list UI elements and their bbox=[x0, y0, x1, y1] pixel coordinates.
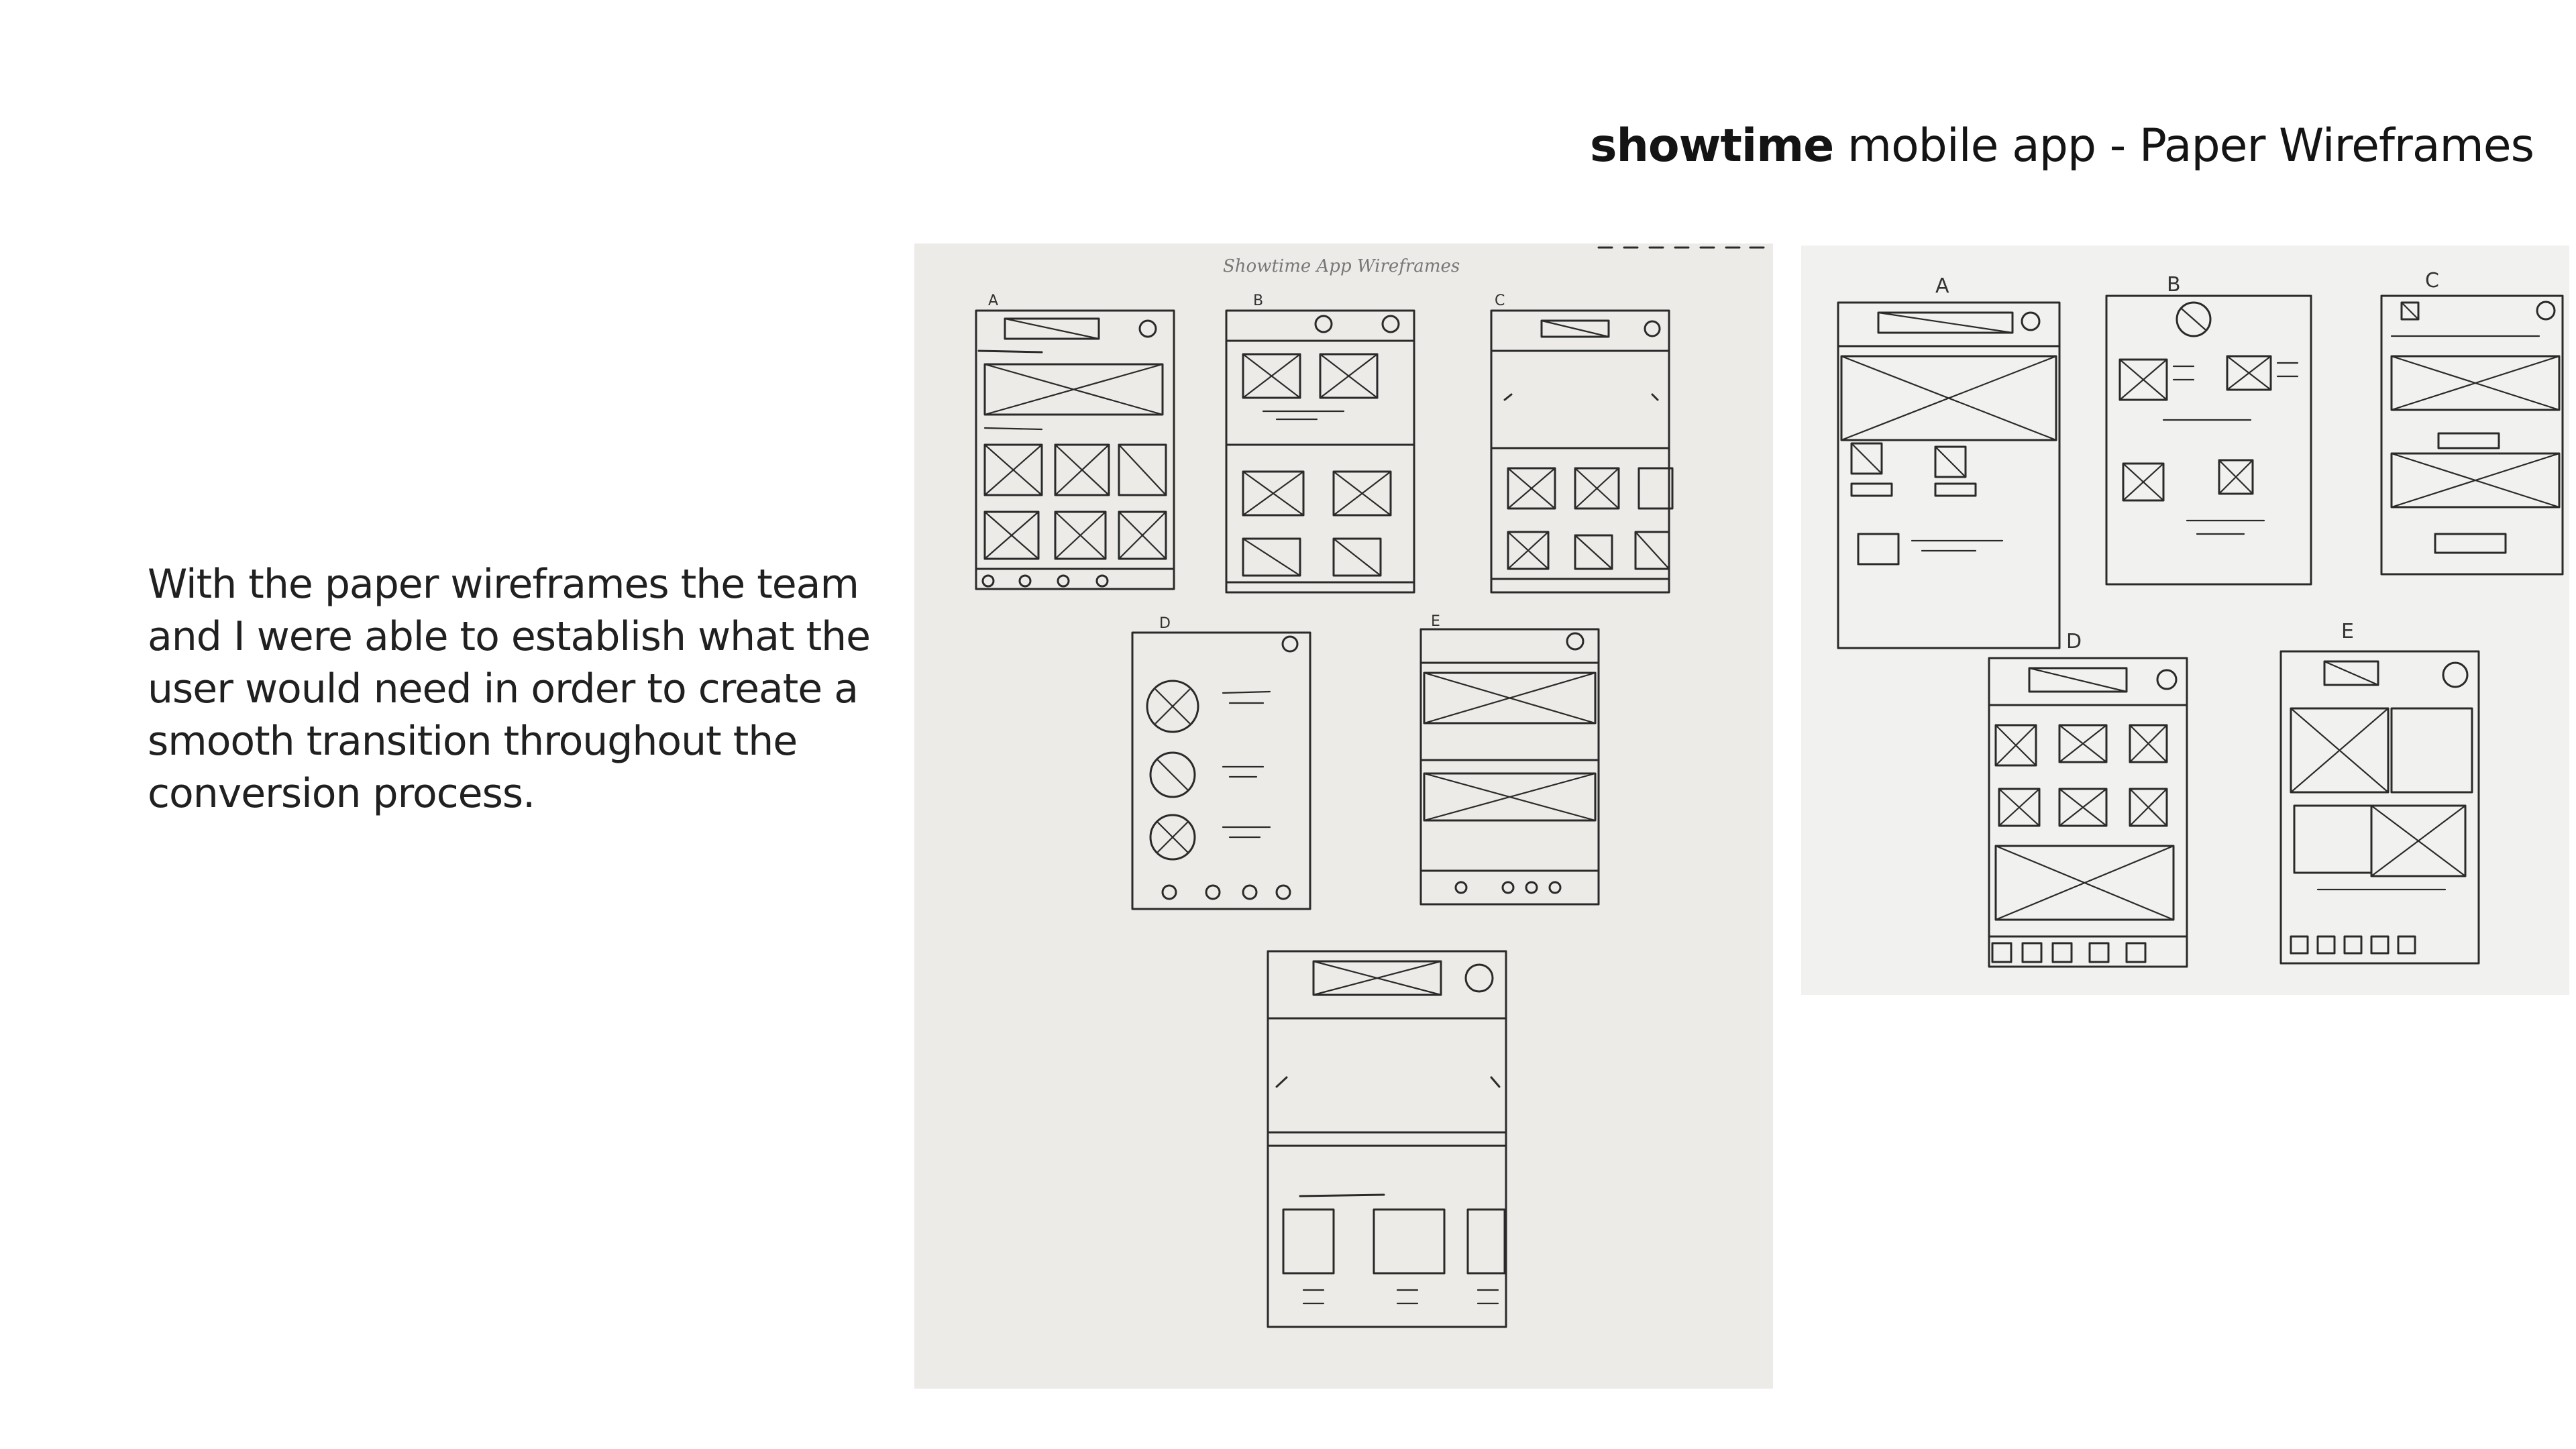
wireframe-d bbox=[1132, 615, 1310, 909]
description-text bbox=[148, 558, 912, 820]
sheet-wireframe-b bbox=[2106, 273, 2311, 584]
wireframe-label-a: A bbox=[988, 292, 999, 309]
sheet-label-d: D bbox=[2066, 630, 2082, 653]
wireframe-large bbox=[1268, 951, 1506, 1327]
description-line: and I were able to establish what the bbox=[148, 613, 871, 660]
brand-name: showtime bbox=[1590, 119, 1834, 172]
description-line: user would need in order to create a bbox=[148, 665, 859, 712]
wireframe-sketch-drawing bbox=[914, 244, 1773, 1389]
wireframe-photo-notebook bbox=[914, 244, 1773, 1389]
wireframe-label-c: C bbox=[1495, 292, 1505, 309]
sheet-label-c: C bbox=[2425, 269, 2439, 292]
description-line: smooth transition throughout the bbox=[148, 718, 798, 765]
sketch-heading: Showtime App Wireframes bbox=[1223, 256, 1460, 276]
sheet-label-a: A bbox=[1935, 274, 1949, 298]
sheet-wireframe-d bbox=[1989, 630, 2187, 967]
wireframe-label-b: B bbox=[1253, 292, 1264, 309]
wireframe-sheet-drawing bbox=[1801, 246, 2569, 995]
description-line: With the paper wireframes the team bbox=[148, 561, 859, 608]
sheet-wireframe-a bbox=[1838, 274, 2059, 648]
title-rest: mobile app - Paper Wireframes bbox=[1833, 119, 2534, 172]
wireframe-b bbox=[1226, 292, 1414, 592]
sheet-wireframe-c bbox=[2381, 269, 2563, 574]
description-line: conversion process. bbox=[148, 770, 535, 817]
wireframe-a bbox=[976, 292, 1174, 589]
page-title bbox=[1590, 119, 2534, 172]
wireframe-label-d: D bbox=[1159, 615, 1171, 632]
wireframe-c bbox=[1491, 292, 1672, 592]
wireframe-e bbox=[1421, 613, 1599, 904]
sheet-wireframe-e bbox=[2281, 620, 2479, 963]
sheet-label-b: B bbox=[2167, 273, 2181, 297]
wireframe-photo-sheet bbox=[1801, 246, 2569, 995]
sheet-label-e: E bbox=[2341, 620, 2354, 643]
wireframe-label-e: E bbox=[1431, 613, 1440, 630]
